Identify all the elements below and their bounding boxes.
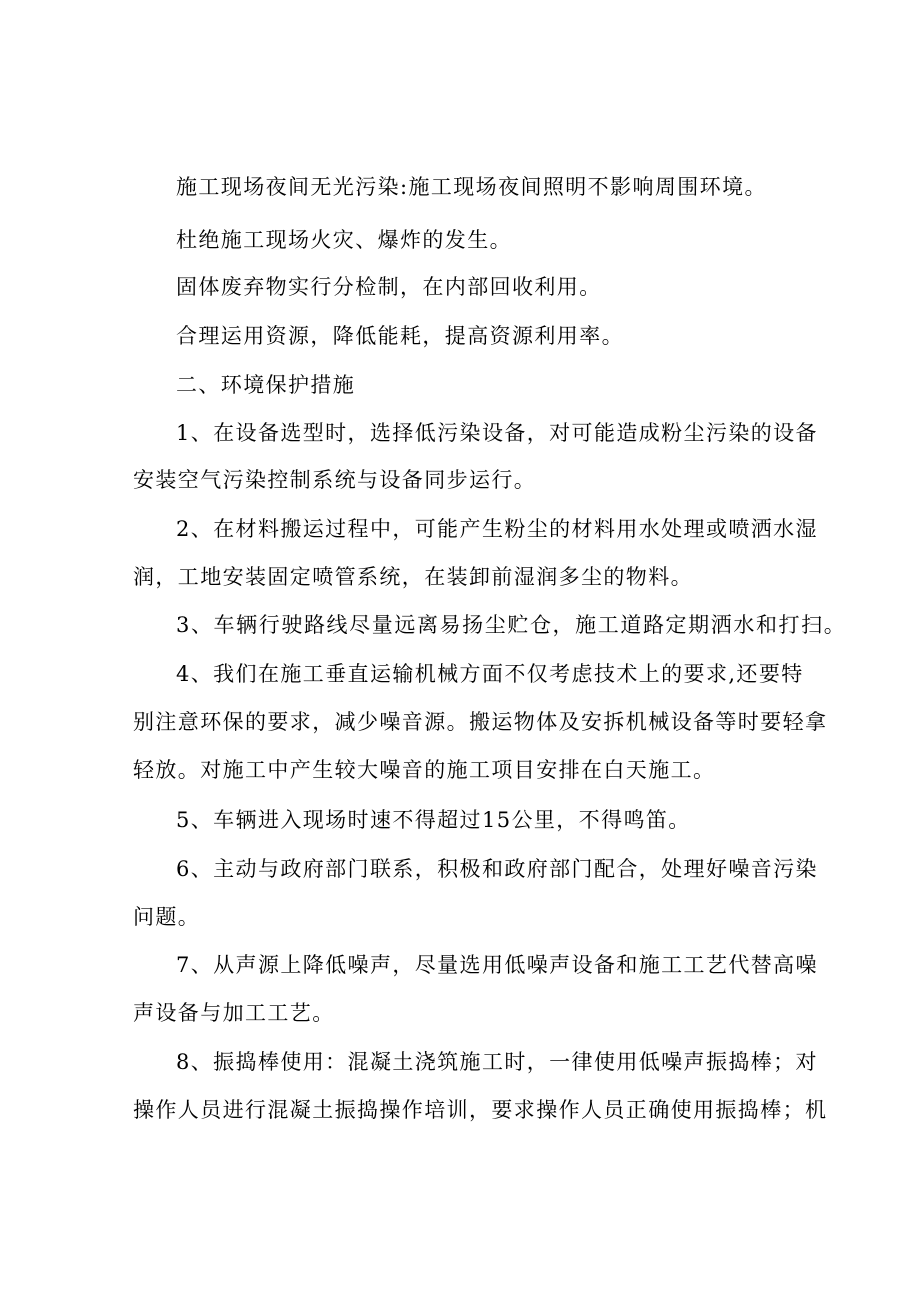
paragraph-line: 3、车辆行驶路线尽量远离易扬尘贮仓，施工道路定期洒水和打扫。 xyxy=(176,613,847,637)
paragraph-line: 6、主动与政府部门联系，积极和政府部门配合，处理好噪音污染 xyxy=(176,857,818,881)
paragraph-line: 合理运用资源，降低能耗，提高资源利用率。 xyxy=(176,324,624,348)
paragraph-line: 固体废弃物实行分检制，在内部回收利用。 xyxy=(176,275,602,299)
paragraph-line: 杜绝施工现场火灾、爆炸的发生。 xyxy=(176,228,512,252)
paragraph-line: 安装空气污染控制系统与设备同步运行。 xyxy=(133,468,537,492)
paragraph-line: 5、车辆进入现场时速不得超过15公里，不得鸣笛。 xyxy=(176,808,691,832)
paragraph-line: 操作人员进行混凝土振捣操作培训，要求操作人员正确使用振捣棒；机 xyxy=(133,1098,828,1122)
paragraph-line: 轻放。对施工中产生较大噪音的施工项目安排在白天施工。 xyxy=(133,758,716,782)
paragraph-line: 声设备与加工工艺。 xyxy=(133,1001,335,1025)
paragraph-line: 1、在设备选型时，选择低污染设备，对可能造成粉尘污染的设备 xyxy=(176,421,818,445)
section-heading: 二、环境保护措施 xyxy=(176,373,356,397)
paragraph-line: 别注意环保的要求，减少噪音源。搬运物体及安拆机械设备等时要轻拿 xyxy=(133,710,828,734)
paragraph-line: 润，工地安装固定喷管系统，在装卸前湿润多尘的物料。 xyxy=(133,565,693,589)
paragraph-line: 7、从声源上降低噪声，尽量选用低噪声设备和施工工艺代替高噪 xyxy=(176,953,818,977)
paragraph-line: 2、在材料搬运过程中，可能产生粉尘的材料用水处理或喷洒水湿 xyxy=(176,517,818,541)
paragraph-line: 问题。 xyxy=(133,905,201,929)
paragraph-line: 4、我们在施工垂直运输机械方面不仅考虑技术上的要求,还要特 xyxy=(176,662,804,686)
paragraph-line: 8、振捣棒使用：混凝土浇筑施工时，一律使用低噪声振捣棒；对 xyxy=(176,1050,818,1074)
paragraph-line: 施工现场夜间无光污染:施工现场夜间照明不影响周围环境。 xyxy=(176,175,767,199)
